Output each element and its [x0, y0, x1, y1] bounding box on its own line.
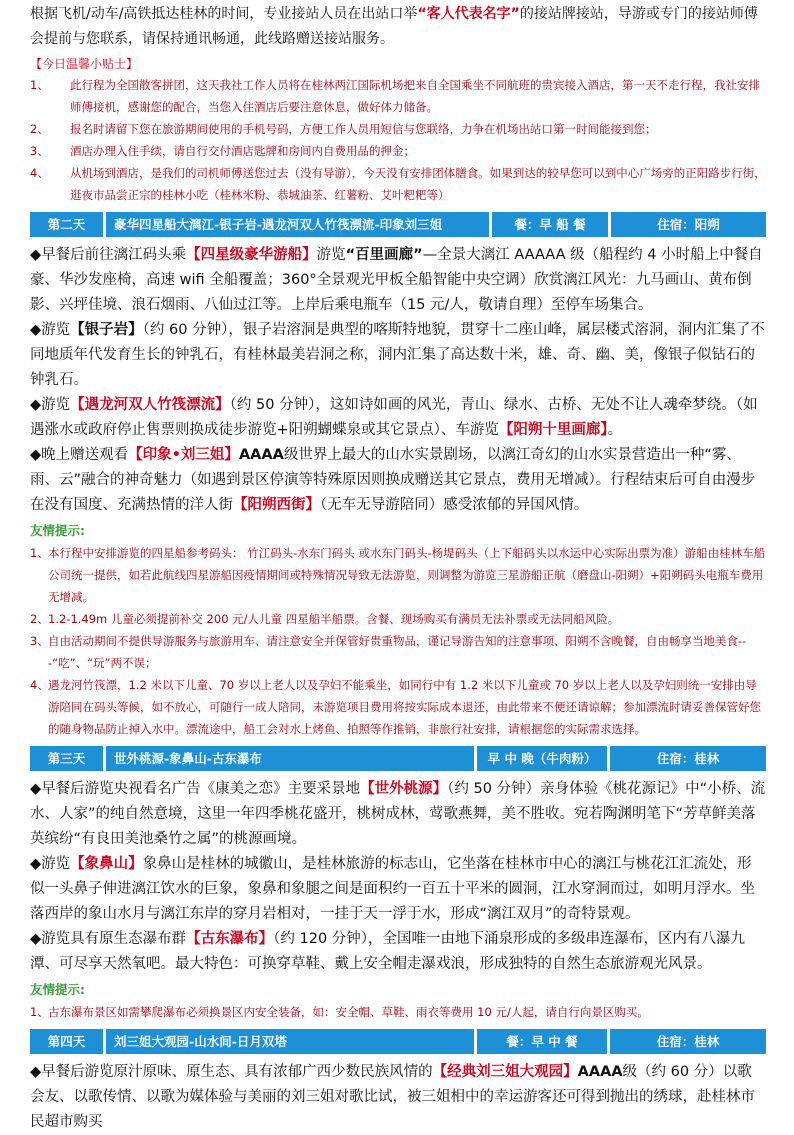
- intro-text-a: 根据飞机/动车/高铁抵达桂林的时间，专业接站人员在出站口举: [30, 6, 418, 22]
- day4-paragraph: ◆早餐后游览原汁原味、原生态、具有浓郁广西少数民族风情的【经典刘三姐大观园】AAAA级（约 60 分）以歌会友、以歌传情、以歌为媒体验与美丽的刘三姐对歌比试，被三姐相中的幸运游客还可得到抛出的绣球，赴桂林市民超市购买: [30, 1064, 755, 1130]
- tip-item: 2、 报名时请留下您在旅游期间使用的手机号码，方便工作人员用短信与您联络，力争在机场出站口第一时间能接到您；: [30, 122, 657, 136]
- meal-label: 餐：早 中 餐: [477, 1029, 607, 1054]
- tips-title: 【今日温馨小贴士】: [30, 57, 139, 71]
- tip-item: 1、 此行程为全国散客拼团，这天我社工作人员将在桂林两江国际机场把来自全国乘坐不同航班的贵宾接入酒店，第一天不走行程，我社安排师傅接机，感谢您的配合，当您入住酒店后要注意休息，做好体力储备。: [30, 78, 760, 114]
- cruise-highlight: 【四星级豪华游船】: [186, 247, 317, 263]
- day3-paragraph: ◆游览具有原生态瀑布群【古东瀑布】（约 120 分钟），全国唯一由地下涌泉形成的多级串连瀑布，区内有八瀑九潭、可尽享天然氧吧。最大特色：可换穿草鞋、戴上安全帽走瀑戏浪，形成独特的自然生态旅游观光风景。: [30, 931, 746, 972]
- day-header-bar: [30, 1029, 766, 1054]
- day-label: 第三天: [30, 746, 103, 771]
- hotel-label: 住宿：桂林: [610, 1029, 766, 1054]
- day2-paragraph: ◆晚上赠送观看【印象•刘三姐】AAAA级世界上最大的山水实景剧场，以漓江奇幻的山水实景营造出一种“雾、雨、云”融合的神奇魅力（如遇到景区停演等特殊原因则换成赠送其它景点，费用无增减）。行程结束后可自由漫步在没有国度、充满热情的洋人街【阳朔西街】（无车无导游陪同）感受浓郁的异国风情。: [30, 447, 756, 513]
- day2-paragraph: ◆游览【银子岩】（约 60 分钟），银子岩溶洞是典型的喀斯特地貌，贯穿十二座山峰，属层楼式溶洞，洞内汇集了不同地质年代发育生长的钟乳石，有桂林最美岩洞之称，洞内汇集了高达数十米，雄、奇、幽、美，像银子似钻石的钟乳石。: [30, 322, 765, 388]
- intro-paragraph: [30, 2, 766, 52]
- hotel-label: 住宿：阳朔: [611, 212, 766, 237]
- note-item: 1、 本行程中安排游览的四星船参考码头： 竹江码头-水东门码头 或水东门码头-杨堤码头（上下船码头以水运中心实际出票为准）游船由桂林车船公司统一提供，如若此航线四星游船因疫情期间或特殊情况导致无法游览，则调整为游览三星游船正航（磨盘山-阳朔）+阳朔码头电瓶车费用无增减。: [30, 546, 766, 604]
- day-header-bar: [30, 746, 766, 771]
- tip-item: 3、 酒店办理入住手续，请自行交付酒店匙牌和房间内自费用品的押金；: [30, 144, 415, 158]
- meal-label: 早 中 晚（牛肉粉）: [477, 746, 607, 771]
- note-item: 2、 1.2-1.49m 儿童必须提前补交 200 元/人儿童 四星船半船票。含餐、现场购买有满员无法补票或无法同船风险。: [30, 612, 620, 626]
- route-label: 豪华四星船大漓江-银子岩-遇龙河双人竹筏漂流-印象刘三姐: [106, 212, 489, 237]
- note-item: 3、 自由活动期间不提供导游服务与旅游用车、请注意安全并保管好贵重物品，谨记导游告知的注意事项、阳朔不含晚餐，自由畅享当地美食---“吃”、“玩”两不误；: [30, 634, 747, 670]
- day-label: 第四天: [30, 1029, 103, 1054]
- day2-paragraph: ◆游览【遇龙河双人竹筏漂流】（约 50 分钟），这如诗如画的风光，青山、绿水、古桥、无处不让人魂牵梦绕。（如遇涨水或政府停止售票则换成徒步游览+阳朔蝴蝶泉或其它景点）、车游览【阳朔十里画廊】。: [30, 397, 758, 438]
- day2-paragraph: ◆早餐后前往漓江码头乘【四星级豪华游船】游览“百里画廊”—全景大漓江 AAAAA 级（船程约 4 小时船上中餐自豪、华沙发座椅，高速 wifi 全船覆盖；360°全景观光甲板全船智能中央空调）欣赏漓江风光：九马画山、黄布倒影、兴坪佳境、浪石烟雨、八仙过江等。上岸后乘电瓶车（15 元/人，敬请自理）至停车场集合。: [30, 247, 763, 313]
- day3-paragraph: ◆早餐后游览央视看名广告《康美之恋》主要采景地【世外桃源】（约 50 分钟）亲身体验《桃花源记》中“小桥、流水、人家”的纯自然意境，这里一年四季桃花盛开，桃树成林，莺歌燕舞，美不胜收。宛若陶渊明笔下“芳草鲜美落英缤纷“有良田美池桑竹之属”的桃源画境。: [30, 781, 766, 847]
- route-label: 世外桃源-象鼻山-古东瀑布: [106, 746, 474, 771]
- day-label: 第二天: [30, 212, 103, 237]
- day3-paragraph: ◆游览【象鼻山】象鼻山是桂林的城徽山，是桂林旅游的标志山，它坐落在桂林市中心的漓江与桃花江汇流处，形似一头鼻子伸进漓江饮水的巨象，象鼻和象腿之间是面积约一百五十平米的圆洞，江水穿洞而过，如明月浮水。坐落西岸的象山水月与漓江东岸的穿月岩相对，一挂于天一浮于水，形成“漓江双月”的奇特景观。: [30, 856, 755, 922]
- meal-label: 餐：早 船 餐: [492, 212, 608, 237]
- friendly-tips-title: 友情提示:: [30, 523, 85, 538]
- itinerary-page: [30, 0, 766, 1135]
- note-item: 1、 古东瀑布景区如需攀爬瀑布必须换景区内安全装备，如：安全帽、草鞋、雨衣等费用 10 元/人起，请自行向景区购买。: [30, 1005, 649, 1019]
- route-label: 刘三姐大观园-山水间-日月双塔: [106, 1029, 474, 1054]
- day-header-bar: [30, 212, 766, 237]
- tip-item: 4、 从机场到酒店，是我们的司机师傅送您过去（没有导游），今天没有安排团体膳食。如果到达的较早您可以到中心广场旁的正阳路步行街，逛夜市品尝正宗的桂林小吃（桂林米粉、恭城油茶、红薯粉、艾叶粑粑等）: [30, 166, 766, 202]
- guest-name-highlight: “客人代表名字”: [417, 6, 520, 22]
- note-item: 4、 遇龙河竹筏漂，1.2 米以下儿童、70 岁以上老人以及孕妇不能乘坐，如同行中有 1.2 米以下儿童或 70 岁以上老人以及孕妇则统一安排由导游陪同在码头等候，如不放心，可随行一成人陪同，未游览项目费用将按实际成本退还，由此带来不便还请谅解；参加漂流时请妥善保管好您的随身物品防止掉入水中。漂流途中，船工会对水上烤鱼、拍照等作推销，非旅行社安排，请根据您的实际需求选择。: [30, 678, 761, 736]
- friendly-tips-title: 友情提示:: [30, 982, 85, 997]
- intro-text-c: 的接站牌接站，导游或专门的接站师傅会提前与您联系，请保持通讯畅通，此线路赠送接站服务。: [30, 6, 758, 47]
- hotel-label: 住宿：桂林: [610, 746, 766, 771]
